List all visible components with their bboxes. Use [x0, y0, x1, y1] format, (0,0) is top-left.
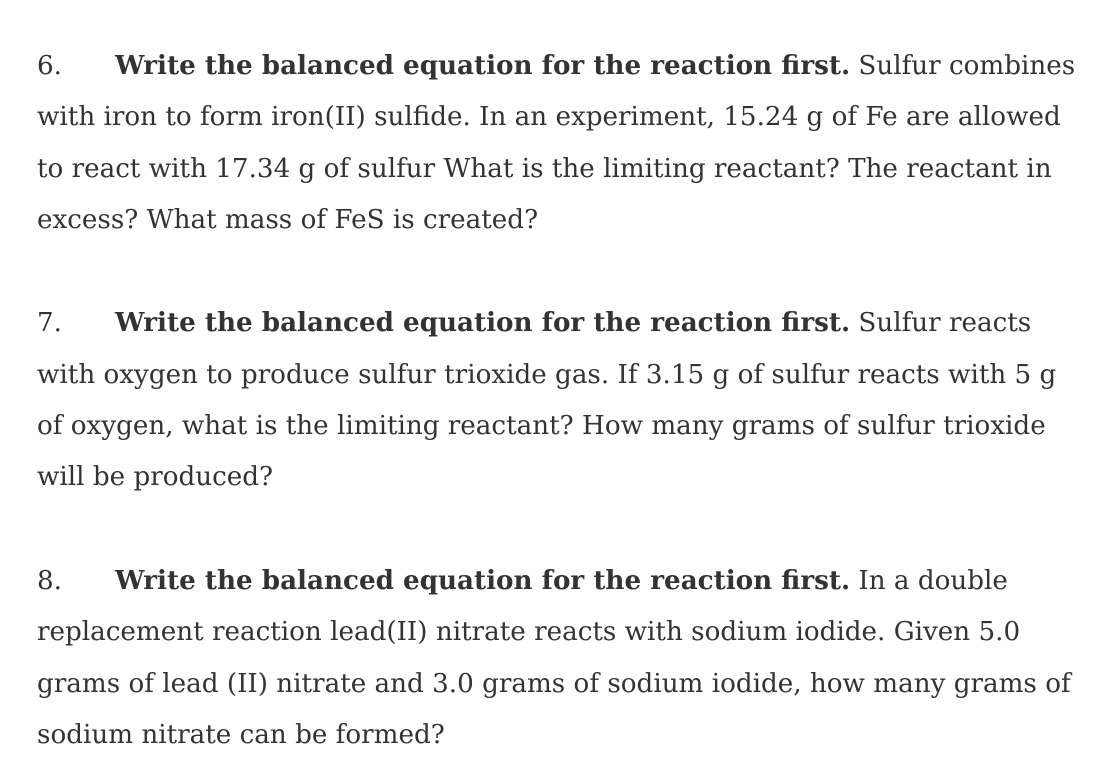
question-8 — [37, 555, 1085, 761]
question-7 — [37, 297, 1085, 503]
question-instruction: Write the balanced equation for the reaction first. — [115, 307, 851, 339]
question-text: Sulfur combines with iron to form iron(II) sulfide. In an experiment, 15.24 g of Fe are allowed to react with 17.34 g of sulfur What is the limiting reactant? The reactant in excess? What mass of FeS is created? — [37, 51, 1076, 235]
question-number: 8. — [37, 565, 62, 596]
question-text: In a double replacement reaction lead(II) nitrate reacts with sodium iodide. Given 5.0 grams of lead (II) nitrate and 3.0 grams of sodium iodide, how many grams of sodium nitrate can be formed? — [37, 565, 1071, 750]
question-number: 7. — [37, 308, 62, 339]
question-6 — [37, 40, 1085, 246]
question-number: 6. — [37, 51, 62, 81]
question-instruction: Write the balanced equation for the reaction first. — [115, 564, 851, 596]
worksheet-page — [37, 40, 1085, 761]
question-text: Sulfur reacts with oxygen to produce sulfur trioxide gas. If 3.15 g of sulfur reacts with 5 g of oxygen, what is the limiting reactant? How many grams of sulfur trioxide will be produced? — [37, 308, 1057, 493]
question-instruction: Write the balanced equation for the reaction first. — [115, 50, 851, 81]
